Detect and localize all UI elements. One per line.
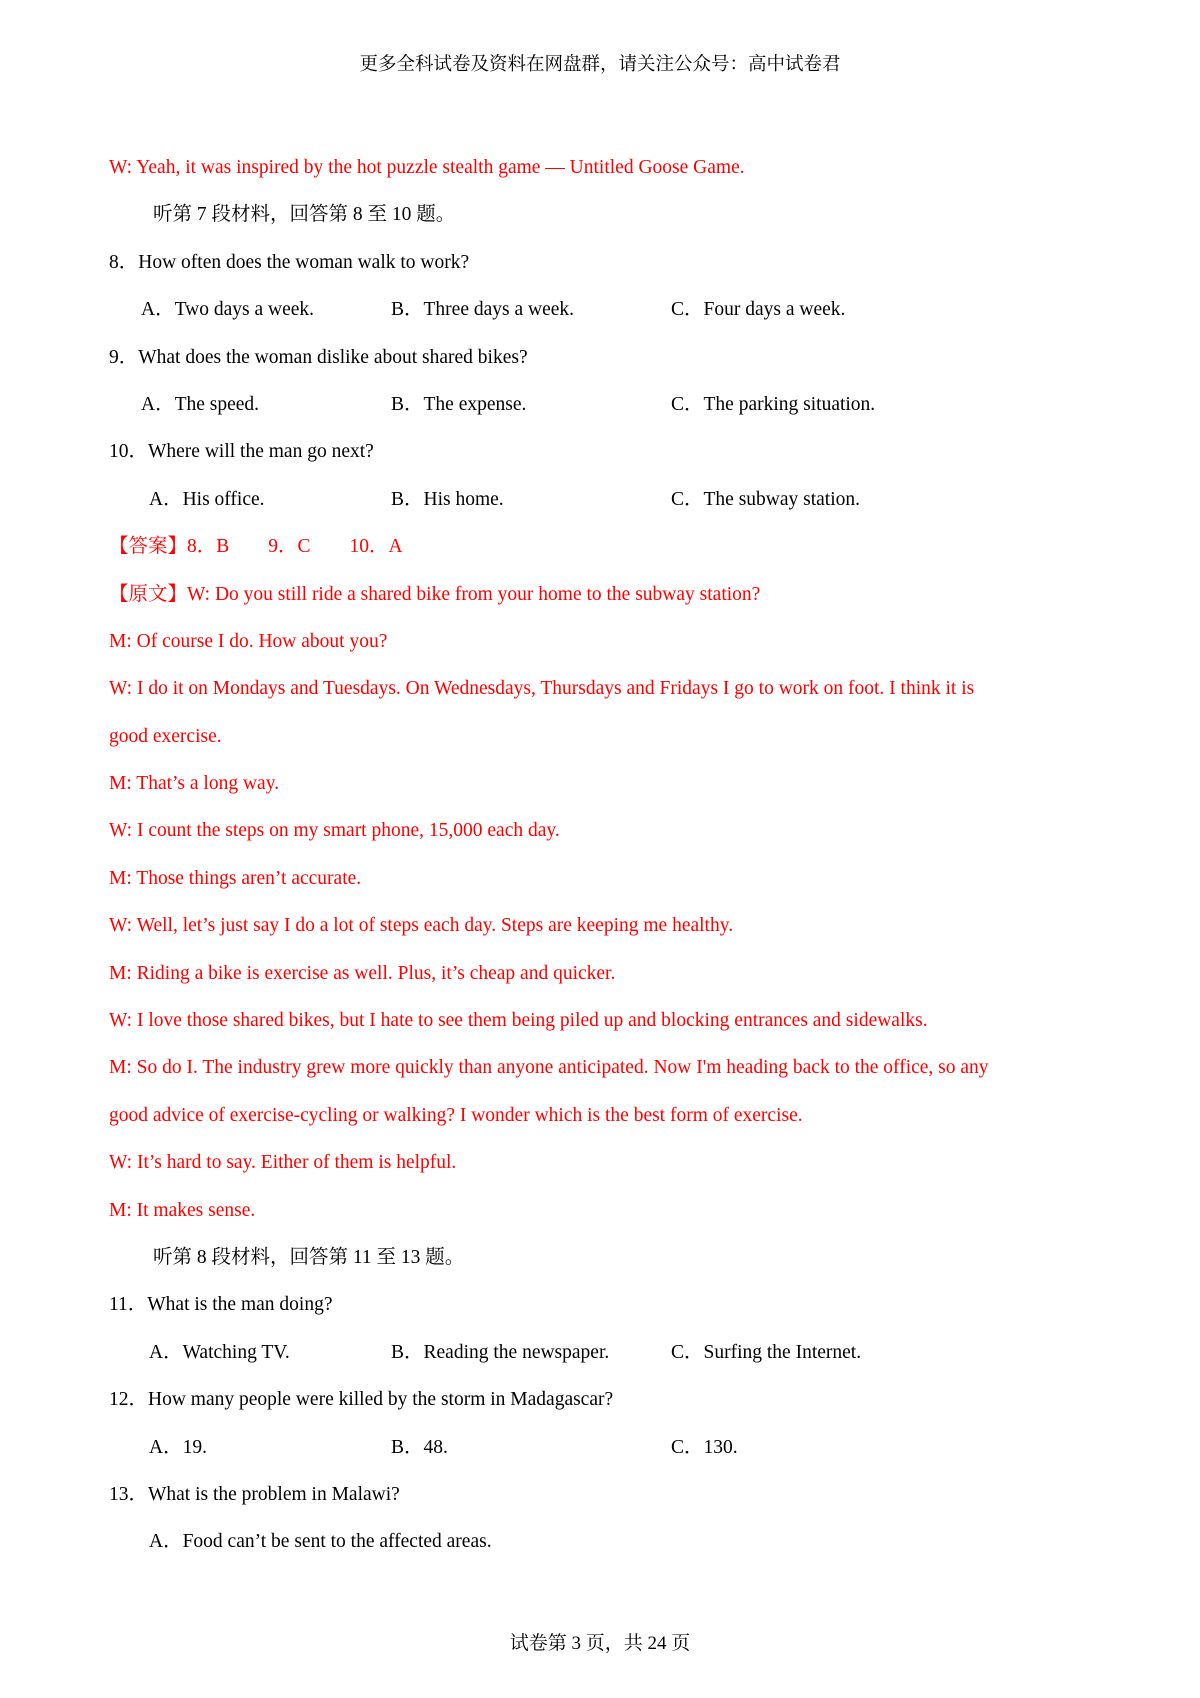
option-a: A．Food can’t be sent to the affected areas. [149,1531,492,1553]
option-c: C．The subway station. [671,488,861,510]
option-b: B．His home. [391,488,504,510]
page-header: 更多全科试卷及资料在网盘群，请关注公众号：高中试卷君 [359,55,841,75]
document-body [109,153,1099,1575]
option-b: B．48. [391,1436,448,1458]
question: 10．Where will the man go next? [109,441,374,463]
option-a: A．Two days a week. [141,299,315,321]
transcript-line: W: I love those shared bikes, but I hate to see them being piled up and blocking entrances and sidewalks. [109,1010,928,1032]
transcript-line: W: I do it on Mondays and Tuesdays. On Wednesdays, Thursdays and Fridays I go to work on foot. I think it is [109,678,975,700]
transcript-line: W: Well, let’s just say I do a lot of steps each day. Steps are keeping me healthy. [109,915,734,937]
section-instruction: 听第 7 段材料，回答第 8 至 10 题。 [153,204,456,226]
options-row [109,390,1099,437]
option-b: B．The expense. [391,393,527,415]
option-a: A．His office. [149,488,265,510]
transcript-line: M: Of course I do. How about you? [109,630,388,652]
option-c: C．Surfing the Internet. [671,1341,862,1363]
transcript-line: W: Yeah, it was inspired by the hot puzzle stealth game — Untitled Goose Game. [109,157,745,178]
option-c: C．130. [671,1436,738,1458]
option-b: B．Reading the newspaper. [391,1341,610,1363]
option-c: C．The parking situation. [671,393,876,415]
question: 8．How often does the woman walk to work? [109,251,470,273]
question: 9．What does the woman dislike about shared bikes? [109,346,528,368]
options-row [109,485,1099,532]
options-row [109,1338,1099,1385]
answer-key: 【答案】8．B 9．C 10．A [109,536,403,558]
transcript-line: W: It’s hard to say. Either of them is helpful. [109,1152,457,1174]
options-row [109,1527,1099,1574]
transcript-line: good advice of exercise-cycling or walking? I wonder which is the best form of exercise. [109,1104,803,1126]
section-instruction: 听第 8 段材料，回答第 11 至 13 题。 [153,1246,465,1268]
transcript-line: M: It makes sense. [109,1199,256,1221]
transcript-line: M: So do I. The industry grew more quickly than anyone anticipated. Now I'm heading back to the office, so any [109,1057,989,1079]
option-c: C．Four days a week. [671,299,846,321]
transcript-line: M: Those things aren’t accurate. [109,867,362,889]
transcript-line: 【原文】W: Do you still ride a shared bike from your home to the subway station? [109,583,761,605]
options-row [109,295,1099,342]
transcript-line: M: That’s a long way. [109,773,280,795]
transcript-line: W: I count the steps on my smart phone, 15,000 each day. [109,820,560,842]
page-footer: 试卷第 3 页，共 24 页 [509,1633,691,1654]
question: 11．What is the man doing? [109,1294,333,1316]
options-row [109,1433,1099,1480]
question: 12．How many people were killed by the storm in Madagascar? [109,1389,614,1411]
option-a: A．Watching TV. [149,1341,290,1363]
transcript-line: M: Riding a bike is exercise as well. Plus, it’s cheap and quicker. [109,962,616,984]
option-a: A．The speed. [141,393,260,415]
transcript-line: good exercise. [109,725,222,747]
question: 13．What is the problem in Malawi? [109,1483,400,1505]
option-a: A．19. [149,1436,207,1458]
option-b: B．Three days a week. [391,299,575,321]
